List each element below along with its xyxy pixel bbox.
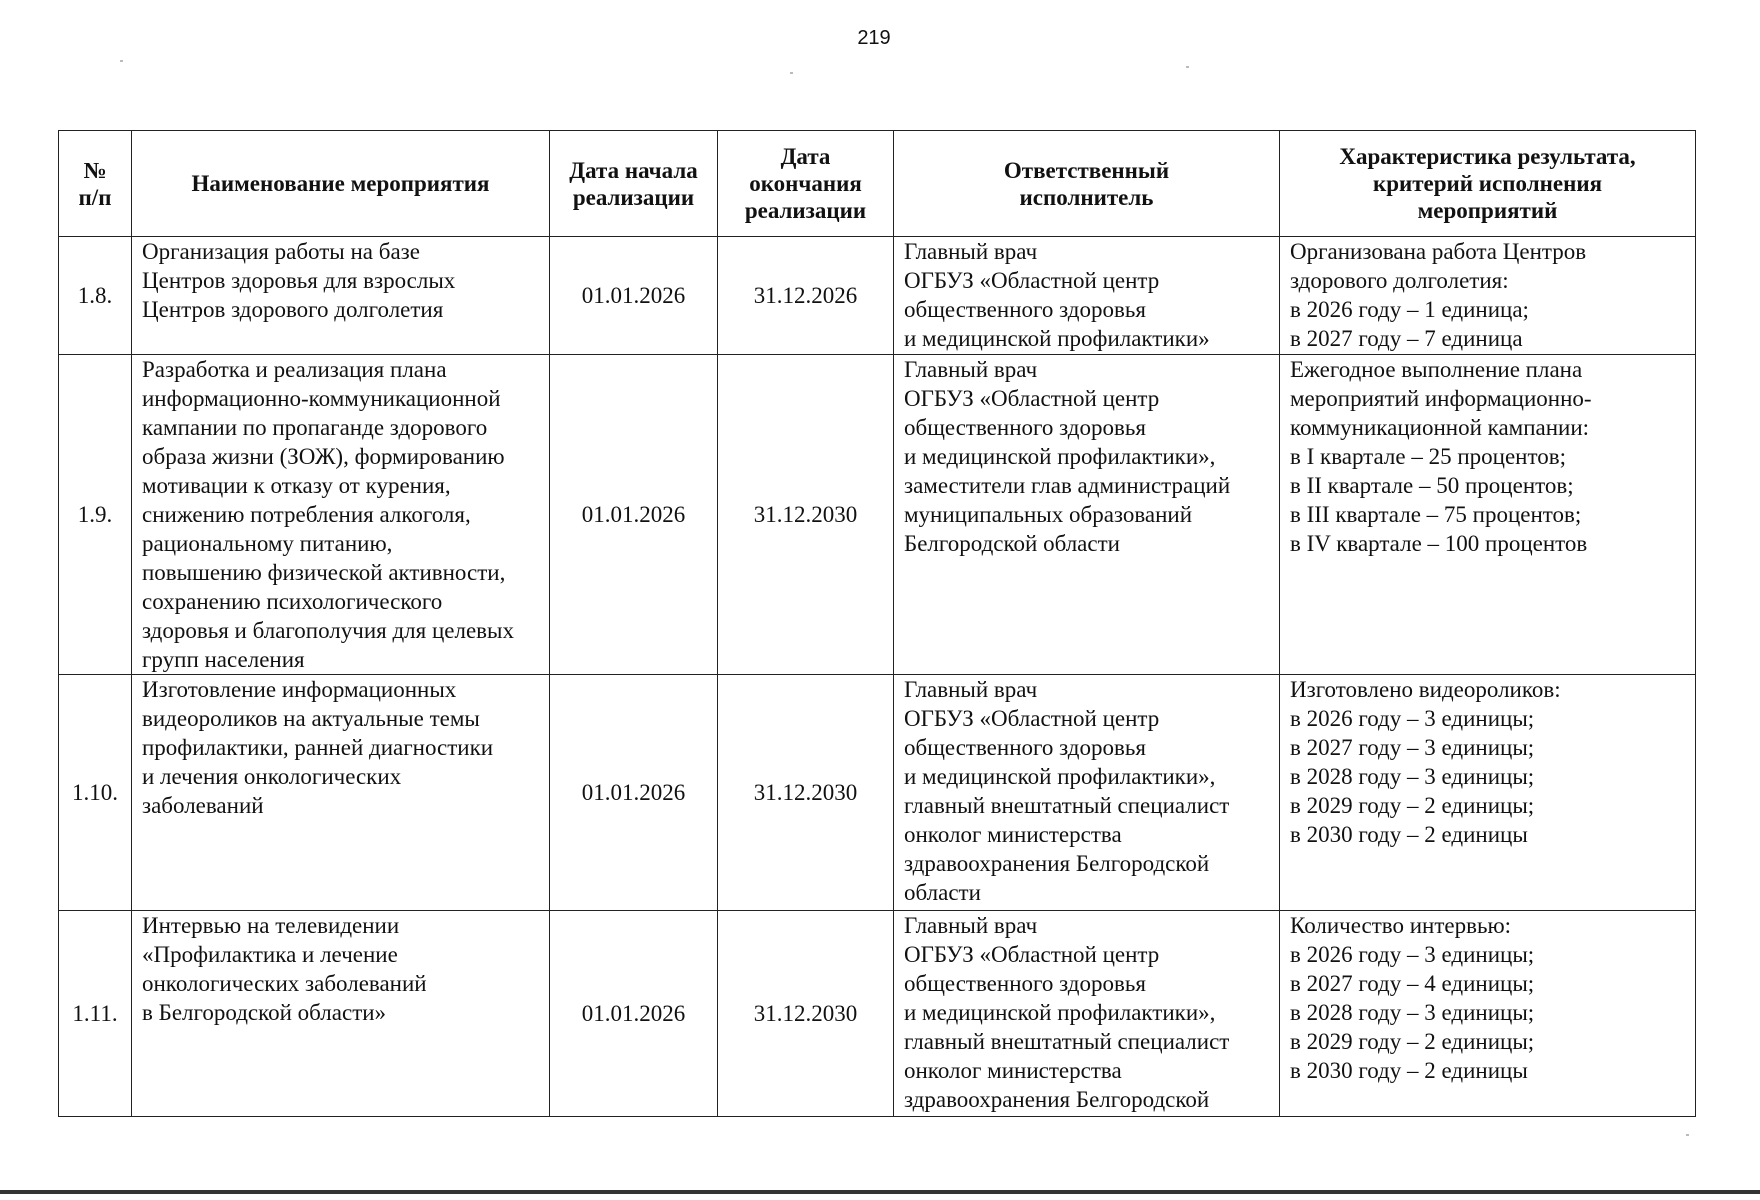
header-start-date bbox=[550, 131, 718, 237]
cell-line: ОГБУЗ «Областной центр bbox=[904, 706, 1160, 731]
result bbox=[1280, 911, 1696, 1117]
cell-line: и медицинской профилактики», bbox=[904, 1000, 1216, 1025]
cell-line: в 2027 году – 4 единицы; bbox=[1290, 971, 1535, 996]
cell-line: Характеристика результата, bbox=[1339, 144, 1636, 169]
cell-line: Изготовление информационных bbox=[142, 677, 457, 702]
cell-line: мероприятий bbox=[1417, 198, 1558, 223]
cell-line: Ответственный bbox=[1003, 157, 1170, 183]
cell-line: ОГБУЗ «Областной центр bbox=[904, 268, 1160, 293]
header-end-date bbox=[718, 131, 894, 237]
cell-line: Организована работа Центров bbox=[1290, 239, 1587, 264]
cell-line: информационно-коммуникационной bbox=[142, 386, 501, 411]
cell-line: рациональному питанию, bbox=[142, 531, 393, 556]
bottom-scan-edge bbox=[0, 1190, 1760, 1194]
cell-line: заместители глав администраций bbox=[904, 473, 1231, 498]
cell-line: ОГБУЗ «Областной центр bbox=[904, 386, 1160, 411]
table-row bbox=[59, 237, 1696, 355]
cell-line: общественного здоровья bbox=[904, 735, 1146, 760]
cell-line: области bbox=[904, 880, 981, 905]
executor bbox=[894, 911, 1280, 1117]
cell-line: Ежегодное выполнение плана bbox=[1290, 357, 1583, 382]
cell-line: ОГБУЗ «Областной центр bbox=[904, 942, 1160, 967]
cell-line: здоровья и благополучия для целевых bbox=[142, 618, 514, 643]
activity-name bbox=[132, 675, 550, 911]
start-date: 01.01.2026 bbox=[550, 675, 718, 911]
cell-line: Изготовлено видеороликов: bbox=[1290, 677, 1561, 702]
executor bbox=[894, 355, 1280, 675]
row-number: 1.8. bbox=[59, 237, 132, 355]
cell-line: Интервью на телевидении bbox=[142, 913, 400, 938]
cell-line: Главный врач bbox=[904, 677, 1038, 702]
cell-line: в 2030 году – 2 единицы bbox=[1290, 822, 1528, 847]
start-date: 01.01.2026 bbox=[550, 355, 718, 675]
row-number: 1.10. bbox=[59, 675, 132, 911]
cell-line: «Профилактика и лечение bbox=[142, 942, 398, 967]
cell-line: окончания bbox=[749, 171, 862, 196]
scan-speck bbox=[120, 60, 123, 62]
start-date: 01.01.2026 bbox=[550, 237, 718, 355]
scan-speck bbox=[790, 72, 793, 74]
cell-line: № bbox=[83, 157, 107, 183]
cell-line: и медицинской профилактики», bbox=[904, 444, 1216, 469]
end-date: 31.12.2030 bbox=[718, 675, 894, 911]
cell-line: общественного здоровья bbox=[904, 297, 1146, 322]
cell-line: и медицинской профилактики» bbox=[904, 326, 1210, 351]
cell-line: Главный врач bbox=[904, 239, 1038, 264]
activities-table bbox=[58, 130, 1696, 1117]
cell-line: Наименование мероприятия bbox=[191, 171, 490, 196]
cell-line: снижению потребления алкоголя, bbox=[142, 502, 471, 527]
cell-line: онкологических заболеваний bbox=[142, 971, 427, 996]
cell-line: кампании по пропаганде здорового bbox=[142, 415, 488, 440]
cell-line: коммуникационной кампании: bbox=[1290, 415, 1590, 440]
cell-line: в II квартале – 50 процентов; bbox=[1290, 473, 1574, 498]
header-num bbox=[59, 131, 132, 237]
cell-line: Дата начала bbox=[569, 157, 698, 183]
cell-line: Количество интервью: bbox=[1290, 913, 1512, 938]
cell-line: общественного здоровья bbox=[904, 971, 1146, 996]
cell-line: Главный врач bbox=[904, 913, 1038, 938]
cell-line: и лечения онкологических bbox=[142, 764, 402, 789]
activity-name bbox=[132, 911, 550, 1117]
page-number: 219 bbox=[857, 27, 891, 49]
cell-line: Разработка и реализация плана bbox=[142, 357, 447, 382]
cell-line: реализации bbox=[572, 184, 695, 210]
cell-line: п/п bbox=[78, 184, 112, 210]
row-number: 1.9. bbox=[59, 355, 132, 675]
cell-line: в 2028 году – 3 единицы; bbox=[1290, 1000, 1535, 1025]
table-row bbox=[59, 675, 1696, 911]
cell-line: в III квартале – 75 процентов; bbox=[1290, 502, 1582, 527]
cell-line: групп населения bbox=[142, 647, 305, 672]
cell-line: в Белгородской области» bbox=[142, 1000, 387, 1025]
end-date: 31.12.2026 bbox=[718, 237, 894, 355]
cell-line: исполнитель bbox=[1019, 184, 1154, 210]
cell-line: Организация работы на базе bbox=[142, 239, 420, 264]
cell-line: в 2029 году – 2 единицы; bbox=[1290, 1029, 1535, 1054]
cell-line: критерий исполнения bbox=[1372, 171, 1603, 196]
cell-line: общественного здоровья bbox=[904, 415, 1146, 440]
cell-line: здравоохранения Белгородской bbox=[904, 1087, 1210, 1112]
cell-line: мероприятий информационно- bbox=[1290, 386, 1592, 411]
cell-line: профилактики, ранней диагностики bbox=[142, 735, 494, 760]
header-name bbox=[132, 131, 550, 237]
cell-line: главный внештатный специалист bbox=[904, 1029, 1230, 1054]
result bbox=[1280, 355, 1696, 675]
table-row bbox=[59, 355, 1696, 675]
header-result bbox=[1280, 131, 1696, 237]
cell-line: в 2026 году – 3 единицы; bbox=[1290, 706, 1535, 731]
cell-line: Дата bbox=[780, 144, 831, 169]
cell-line: здравоохранения Белгородской bbox=[904, 851, 1210, 876]
cell-line: реализации bbox=[744, 198, 867, 223]
start-date: 01.01.2026 bbox=[550, 911, 718, 1117]
cell-line: заболеваний bbox=[142, 793, 264, 818]
end-date: 31.12.2030 bbox=[718, 355, 894, 675]
cell-line: в I квартале – 25 процентов; bbox=[1290, 444, 1566, 469]
cell-line: мотивации к отказу от курения, bbox=[142, 473, 451, 498]
scan-speck bbox=[1686, 1134, 1689, 1136]
cell-line: онколог министерства bbox=[904, 1058, 1122, 1083]
cell-line: Главный врач bbox=[904, 357, 1038, 382]
cell-line: в 2027 году – 3 единицы; bbox=[1290, 735, 1535, 760]
cell-line: и медицинской профилактики», bbox=[904, 764, 1216, 789]
cell-line: Центров здорового долголетия bbox=[142, 297, 444, 322]
cell-line: образа жизни (ЗОЖ), формированию bbox=[142, 444, 505, 469]
cell-line: Белгородской области bbox=[904, 531, 1120, 556]
executor bbox=[894, 237, 1280, 355]
cell-line: видеороликов на актуальные темы bbox=[142, 706, 480, 731]
cell-line: в 2026 году – 1 единица; bbox=[1290, 297, 1529, 322]
cell-line: в 2029 году – 2 единицы; bbox=[1290, 793, 1535, 818]
result bbox=[1280, 675, 1696, 911]
activity-name bbox=[132, 237, 550, 355]
cell-line: повышению физической активности, bbox=[142, 560, 506, 585]
header-executor bbox=[894, 131, 1280, 237]
table-row bbox=[59, 911, 1696, 1117]
cell-line: здорового долголетия: bbox=[1290, 268, 1509, 293]
row-number: 1.11. bbox=[59, 911, 132, 1117]
cell-line: Центров здоровья для взрослых bbox=[142, 268, 456, 293]
scan-speck bbox=[1186, 66, 1189, 68]
result bbox=[1280, 237, 1696, 355]
cell-line: в 2026 году – 3 единицы; bbox=[1290, 942, 1535, 967]
table-header-row bbox=[59, 131, 1696, 237]
end-date: 31.12.2030 bbox=[718, 911, 894, 1117]
cell-line: в 2028 году – 3 единицы; bbox=[1290, 764, 1535, 789]
cell-line: онколог министерства bbox=[904, 822, 1122, 847]
cell-line: сохранению психологического bbox=[142, 589, 443, 614]
activity-name bbox=[132, 355, 550, 675]
cell-line: в IV квартале – 100 процентов bbox=[1290, 531, 1588, 556]
cell-line: в 2027 году – 7 единица bbox=[1290, 326, 1523, 351]
cell-line: в 2030 году – 2 единицы bbox=[1290, 1058, 1528, 1083]
cell-line: муниципальных образований bbox=[904, 502, 1193, 527]
cell-line: главный внештатный специалист bbox=[904, 793, 1230, 818]
executor bbox=[894, 675, 1280, 911]
